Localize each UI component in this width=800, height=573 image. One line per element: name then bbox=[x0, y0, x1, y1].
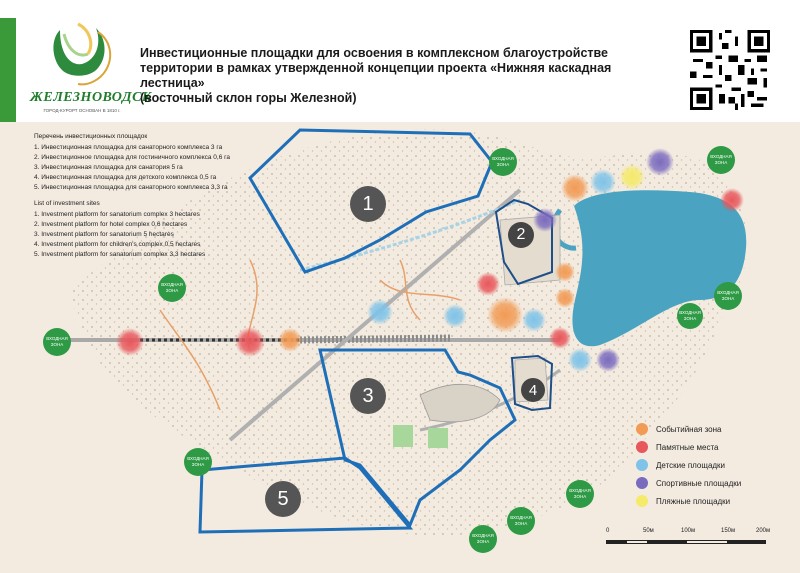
ru-list-item: 2. Инвестиционное площадка для гостиничного комплекса 0,6 га bbox=[34, 154, 230, 161]
ru-list-item: 3. Инвестиционная площадка для санатория 5 га bbox=[34, 164, 183, 171]
site-label-5-text: 5 bbox=[277, 487, 289, 510]
en-list-item: 5. Investment platform for sanatorium complex 3,3 hectares bbox=[34, 251, 206, 258]
entrance-label: ВХОДНАЯ ЗОНА bbox=[569, 488, 591, 499]
entrance-label: ВХОДНАЯ ЗОНА bbox=[472, 533, 494, 544]
legend-label: Пляжные площадки bbox=[656, 496, 731, 506]
ru-list-item: 1. Инвестиционная площадка для санаторного комплекса 3 га bbox=[34, 144, 223, 151]
scale-label: 150м bbox=[721, 528, 736, 534]
entrance-label: ВХОДНАЯ ЗОНА bbox=[161, 282, 183, 293]
en-list-item: 1. Investment platform for sanatorium complex 3 hectares bbox=[34, 211, 200, 218]
site-label-2 bbox=[508, 222, 534, 248]
title-line-1: Инвестиционные площадки для освоения в комплексном благоустройстве bbox=[140, 46, 608, 60]
entrance-label: ВХОДНАЯ ЗОНА bbox=[187, 456, 209, 467]
legend-label: Памятные места bbox=[656, 442, 719, 452]
en-list-item: 4. Investment platform for children's complex 0,5 hectares bbox=[34, 241, 201, 248]
page-title bbox=[140, 46, 670, 106]
scale-label: 0 bbox=[606, 528, 610, 534]
title-line-3: (восточный склон горы Железной) bbox=[140, 91, 357, 105]
legend-item bbox=[636, 456, 741, 474]
entrance-label: ВХОДНАЯ ЗОНА bbox=[717, 290, 739, 301]
scale-bar bbox=[606, 528, 776, 550]
entrance-label: ВХОДНАЯ ЗОНА bbox=[492, 156, 514, 167]
logo-tagline: ГОРОД-КУРОРТ ОСНОВАН В 1810 г. bbox=[43, 108, 121, 113]
legend-item bbox=[636, 438, 741, 456]
entrance-label: ВХОДНАЯ ЗОНА bbox=[710, 154, 732, 165]
entrance-label: ВХОДНАЯ ЗОНА bbox=[679, 310, 701, 321]
site-label-3-text: 3 bbox=[362, 384, 374, 407]
legend-swatch bbox=[636, 495, 648, 507]
en-list-header: List of investment sites bbox=[34, 200, 100, 207]
legend-item bbox=[636, 474, 741, 492]
ru-list-item: 5. Инвестиционная площадка для санаторного комплекса 3,3 га bbox=[34, 184, 228, 191]
site-label-2-text: 2 bbox=[516, 226, 526, 243]
legend-label: Детские площадки bbox=[656, 460, 726, 470]
scale-label: 50м bbox=[643, 528, 654, 534]
scale-label: 200м bbox=[756, 528, 771, 534]
site-label-3 bbox=[350, 378, 386, 414]
entrance-label: ВХОДНАЯ ЗОНА bbox=[510, 515, 532, 526]
scale-ruler bbox=[606, 540, 766, 544]
site-label-4-text: 4 bbox=[528, 381, 538, 399]
entrance-label: ВХОДНАЯ ЗОНА bbox=[46, 336, 68, 347]
en-list-item: 3. Investment platform for sanatorium 5 hectares bbox=[34, 231, 174, 238]
legend-swatch bbox=[636, 459, 648, 471]
legend-swatch bbox=[636, 441, 648, 453]
legend-item bbox=[636, 420, 741, 438]
site-label-4 bbox=[521, 378, 545, 402]
scale-label: 100м bbox=[681, 528, 696, 534]
site-label-1-text: 1 bbox=[362, 192, 374, 215]
site-label-5 bbox=[265, 481, 301, 517]
legend-label: Событийная зона bbox=[656, 424, 722, 434]
title-line-2: территории в рамках утвержденной концепции проекта «Нижняя каскадная лестница» bbox=[140, 61, 612, 90]
site-lists bbox=[34, 132, 230, 260]
ru-list-header: Перечень инвестиционных площадок bbox=[34, 133, 148, 140]
legend-label: Спортивные площадки bbox=[656, 478, 742, 488]
site-label-1 bbox=[350, 186, 386, 222]
en-list-item: 2. Investment platform for hotel complex 0,6 hectares bbox=[34, 221, 188, 228]
map-legend bbox=[636, 420, 741, 510]
brand-bar bbox=[0, 18, 16, 122]
legend-swatch bbox=[636, 423, 648, 435]
qr-code-icon bbox=[690, 30, 770, 110]
legend-item bbox=[636, 492, 741, 510]
ru-list-item: 4. Инвестиционная площадка для детского комплекса 0,5 га bbox=[34, 174, 217, 181]
legend-swatch bbox=[636, 477, 648, 489]
logo-city-name: ЖЕЛЕЗНОВОДСК bbox=[30, 90, 152, 105]
